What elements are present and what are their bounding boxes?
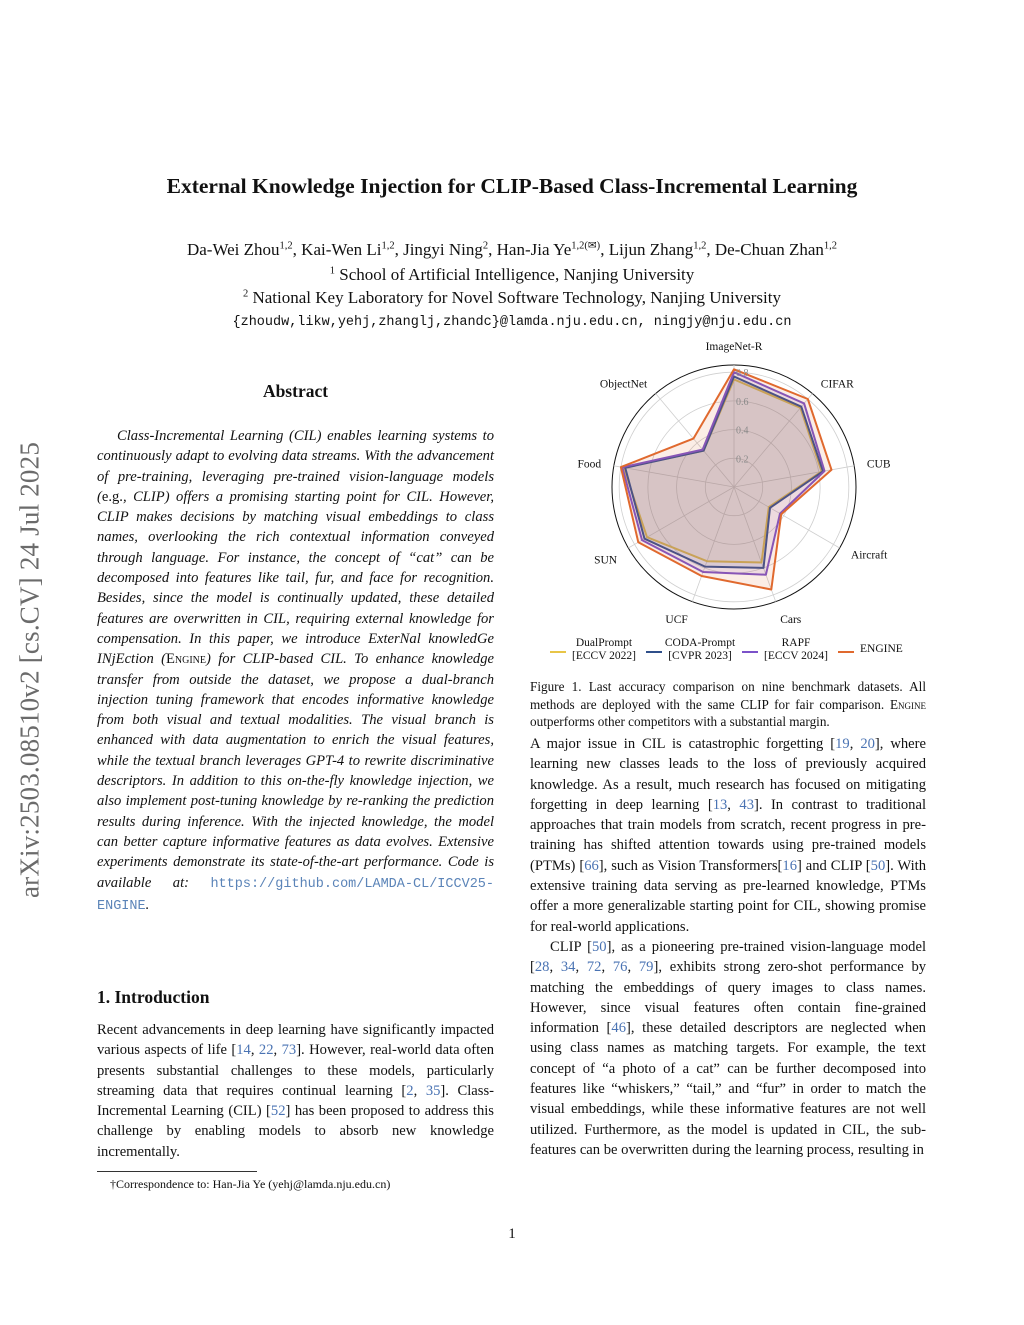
axis-label-ucf: UCF [665, 613, 688, 626]
tick-label: 0.6 [736, 396, 749, 408]
body-text: ], such as Vision Transformers[ [598, 857, 783, 874]
body-text: ], where learning new classes leads to the loss of previously acquired knowledge. As a result, much research has focused on mitigating forgetting in deep learning [ [530, 736, 926, 813]
citation-link[interactable]: 28 [534, 959, 550, 976]
body-text: , [413, 1082, 426, 1099]
legend-venue: [CVPR 2023] [668, 650, 732, 662]
citation-link[interactable]: 14 [236, 1042, 251, 1059]
author-name: Jingyi Ning [403, 240, 483, 259]
legend-label: CODA-Prompt [664, 637, 736, 649]
citation-link[interactable]: 50 [591, 938, 607, 955]
axis-label-sun: SUN [594, 554, 618, 567]
citation-link[interactable]: 66 [584, 857, 599, 874]
paper-title: External Knowledge Injection for CLIP-Based Class-Incremental Learning [166, 174, 858, 198]
axis-label-imagenet-r: ImageNet-R [705, 341, 763, 353]
affiliation-2-text: National Key Laboratory for Novel Software Technology, Nanjing University [252, 288, 781, 307]
author-affiliation-sup: 1,2 [381, 240, 395, 252]
legend-venue: [ECCV 2024] [764, 650, 828, 662]
affiliation-2-sup: 2 [242, 288, 249, 300]
abstract-end: . [145, 896, 150, 913]
author-name: Han-Jia Ye [496, 240, 572, 259]
body-text: CLIP [ [550, 938, 592, 955]
citation-link[interactable]: 20 [860, 736, 875, 752]
axis-label-cars: Cars [780, 613, 802, 626]
axis-label-food: Food [577, 458, 602, 471]
introduction-body [97, 1020, 494, 1162]
citation-link[interactable]: 52 [270, 1103, 286, 1120]
caption-engine-name: Engine [889, 696, 926, 712]
axis-label-aircraft: Aircraft [850, 549, 888, 562]
tick-label: 0.8 [736, 368, 749, 380]
author-list: Da-Wei Zhou$^{1,2}$, Kai-Wen Li$^{1,2}$, Jingyi Ning$^2$, Han-Jia $Ye^{1,2(✉)}$, Lijun Zhang$^{1,2}$, De-Chuan Zhan$^{1,2}$ [186, 240, 838, 259]
legend-label: ENGINE [860, 643, 903, 655]
body-text: , [273, 1042, 282, 1059]
caption-part-1: Figure 1. Last accuracy comparison on nine benchmark datasets. All methods are deployed with the same CLIP for fair comparison. [530, 679, 926, 712]
body-text: ]. Class-Incremental Learning (CIL) [ [97, 1082, 494, 1120]
axis-label-cifar: CIFAR [820, 378, 854, 391]
paragraph-clip [530, 937, 926, 1160]
body-text: , [727, 796, 740, 813]
body-text: ] and CLIP [ [796, 857, 871, 874]
abstract-body [97, 426, 494, 917]
body-text: A major issue in CIL is catastrophic forgetting [ [530, 736, 836, 752]
citation-link[interactable]: 76 [612, 959, 628, 976]
body-text: Recent advancements in deep learning have significantly impacted various aspects of life [ [97, 1022, 494, 1059]
abstract-part-1: Class-Incremental Learning (CIL) enables learning systems to continuously adapt to evolving data streams. With the advancement of pre-training, leveraging pre-trained vision-language models ( [97, 428, 494, 505]
affiliation-1-sup: 1 [329, 265, 335, 277]
citation-link[interactable]: 50 [870, 857, 886, 874]
abstract-eg: e.g. [101, 488, 123, 505]
body-text: ], exhibits strong zero-shot performance by matching the embeddings of query images to class names. However, since visual features often contain fine-grained information [ [530, 959, 927, 1037]
author-affiliation-sup: 1,2 [693, 240, 707, 252]
citation-link[interactable]: 2 [406, 1082, 414, 1099]
paragraph-catastrophic-forgetting [530, 734, 926, 937]
citation-link[interactable]: 16 [782, 857, 797, 874]
citation-link[interactable]: 22 [258, 1042, 274, 1059]
citation-link[interactable]: 43 [739, 796, 754, 813]
radar-chart [528, 341, 928, 677]
arxiv-id-text: arXiv:2503.08510v2 [cs.CV] 24 Jul 2025 [14, 441, 45, 898]
arxiv-identifier [8, 382, 52, 957]
body-text: , [849, 736, 861, 752]
tick-label: 0.4 [736, 425, 749, 437]
author-name: Kai-Wen Li [301, 240, 382, 259]
abstract-engine-name: Engine [165, 651, 206, 668]
author-affiliation-sup: 1,2(✉) [571, 240, 601, 252]
tick-label: 0.2 [736, 454, 749, 466]
footnote-rule [97, 1171, 257, 1172]
body-text: ]. With extensive training data serving as pre-learned knowledge, PTMs offer a more generalizable starting point for CIL, showing promise for real-world applications. [530, 857, 926, 935]
abstract-part-2: , CLIP) offers a promising starting point for CIL. However, CLIP makes decisions by matching visual embeddings to class names, overlooking the rich contextual information conveyed through language. For instance, the concept of “cat” can be decomposed into features like tail, fur, and face for recognition. Besides, since the model is continually updated, these detailed features are overwritten in CIL, requiring external knowledge for compensation. In this paper, we introduce ExterNal knowledGe INjEction ( [97, 488, 494, 668]
body-text: , [250, 1042, 259, 1059]
affiliation-1 [0, 265, 1024, 285]
chart-legend [550, 637, 903, 662]
author-affiliation-sup: 2 [482, 240, 489, 252]
body-text: ]. However, real-world data often presents substantial challenges to these models, particularly streaming data that requires continual learning [ [97, 1042, 494, 1099]
author-affiliation-sup: 1,2 [279, 240, 293, 252]
author-emails: {zhoudw,likw,yehj,zhanglj,zhandc}@lamda.nju.edu.cn, ningjy@nju.edu.cn [232, 315, 792, 330]
page-number: 1 [508, 1226, 516, 1242]
body-text: , [549, 959, 561, 976]
legend-label: DualPrompt [575, 637, 633, 649]
body-text: , [627, 959, 639, 976]
author-name: Lijun Zhang [608, 240, 694, 259]
axis-label-cub: CUB [866, 458, 891, 471]
caption-part-2: outperforms other competitors with a substantial margin. [530, 714, 830, 730]
section-heading-introduction: 1. Introduction [97, 987, 210, 1007]
right-column-body [530, 734, 926, 1160]
body-text: , [575, 959, 587, 976]
correspondence-footnote: †Correspondence to: Han-Jia Ye (yehj@lamda.nju.edu.cn) [110, 1177, 391, 1191]
code-link[interactable]: https://github.com/LAMDA-CL/ICCV25-ENGINE [97, 876, 494, 914]
axis-label-objectnet: ObjectNet [599, 378, 648, 391]
legend-label: RAPF [781, 637, 811, 649]
abstract-part-3: ) for CLIP-based CIL. To enhance knowledge transfer from outside the dataset, we propose a dual-branch injection tuning framework that encodes informative knowledge from both visual and textual modalities. The visual branch is enhanced with data augmentation to enrich the visual features, while the textual branch leverages GPT-4 to rewrite discriminative descriptors. In addition to this on-the-fly knowledge injection, we also implement post-tuning knowledge by re-ranking the prediction results during inference. With the injected knowledge, the model can better capture informative features as data evolves. Extensive experiments demonstrate its state-of-the-art performance. Code is available at: [97, 651, 494, 891]
author-name: Da-Wei Zhou [186, 240, 280, 259]
affiliation-1-text: School of Artificial Intelligence, Nanjing University [339, 265, 695, 284]
citation-link[interactable]: 46 [611, 1020, 627, 1037]
abstract-heading: Abstract [262, 381, 329, 401]
body-text: ]. In contrast to traditional approaches that train models from scratch, recent progress in pre-training has shifted attention towards using pre-trained models (PTMs) [ [530, 796, 926, 874]
citation-link[interactable]: 34 [560, 959, 576, 976]
author-affiliation-sup: 1,2 [823, 240, 838, 252]
body-text: ], as a pioneering pre-trained vision-language model [ [530, 938, 926, 976]
citation-link[interactable]: 73 [281, 1042, 297, 1059]
citation-link[interactable]: 79 [638, 959, 654, 976]
series-engine-polygon [621, 369, 832, 589]
radar-series [621, 369, 832, 589]
body-text: , [601, 959, 613, 976]
legend-venue: [ECCV 2022] [572, 650, 636, 662]
affiliation-2 [0, 288, 1024, 308]
citation-link[interactable]: 19 [835, 736, 850, 752]
figure-caption [530, 678, 926, 731]
citation-link[interactable]: 72 [586, 959, 602, 976]
citation-link[interactable]: 13 [712, 796, 728, 813]
author-name: De-Chuan Zhan [714, 240, 824, 259]
body-text: ] has been proposed to address this challenge by enabling models to absorb new knowledge incrementally. [97, 1103, 494, 1160]
citation-link[interactable]: 35 [425, 1082, 441, 1099]
body-text: ], these detailed descriptors are neglected when using class names as matching targets. For example, the text concept of “a photo of a cat” can be further decomposed into features like “whiskers,” “tail,” and “fur” in order to match the visual embeddings, while these informative features are not well utilized. Furthermore, as the model is updated in CIL, the sub-features can be overwritten during the learning process, resulting in [530, 1020, 926, 1158]
